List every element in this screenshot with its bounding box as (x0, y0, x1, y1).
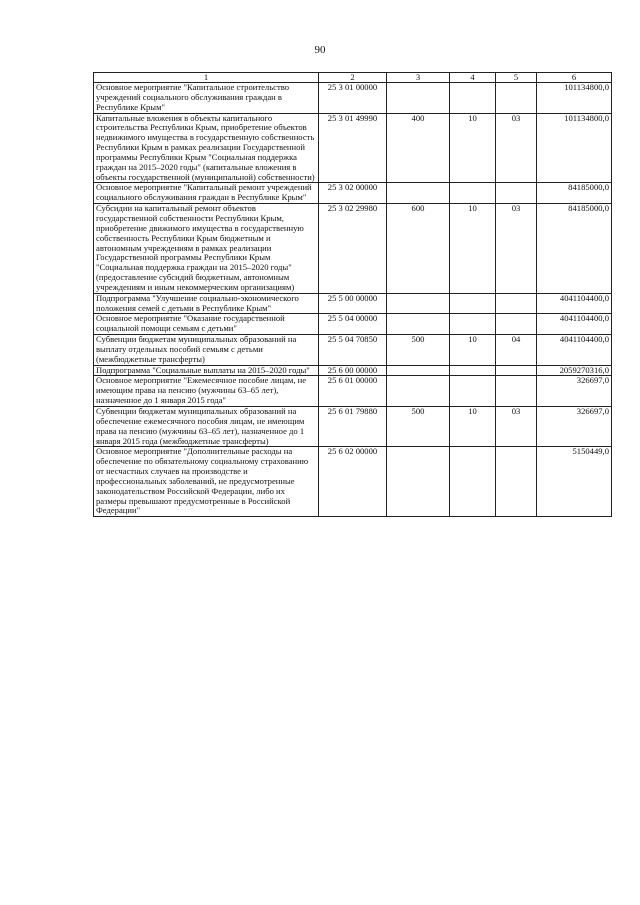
row-col4 (450, 365, 496, 376)
row-col4 (450, 376, 496, 407)
column-header-1: 1 (94, 73, 319, 83)
row-amount: 84185000,0 (537, 183, 612, 204)
row-name: Основное мероприятие "Ежемесячное пособие лицам, не имеющим права на пенсию (мужчины 63–65 лет), назначенное до 1 января 2015 года" (94, 376, 319, 407)
table-row (94, 113, 612, 183)
row-amount: 326697,0 (537, 376, 612, 407)
row-col3: 400 (387, 113, 450, 183)
column-header-5: 5 (496, 73, 537, 83)
row-name: Подпрограмма "Улучшение социально-экономического положения семей с детьми в Республике Крым" (94, 293, 319, 314)
row-name: Основное мероприятие "Дополнительные расходы на обеспечение по обязательному социальному страхованию от несчастных случаев на производстве и профессиональных заболеваний, не предусмотренные законодательством Российской Федерации, либо их размеры превышают предусмотренные в Российской Федерации" (94, 447, 319, 517)
table-row (94, 183, 612, 204)
row-amount: 326697,0 (537, 407, 612, 447)
row-col3 (387, 83, 450, 114)
row-amount: 4041104400,0 (537, 293, 612, 314)
row-name: Основное мероприятие "Оказание государственной социальной помощи семьям с детьми" (94, 314, 319, 335)
row-amount: 2059270316,0 (537, 365, 612, 376)
row-col3 (387, 293, 450, 314)
row-col5: 04 (496, 335, 537, 366)
row-code: 25 5 04 00000 (319, 314, 387, 335)
row-code: 25 3 02 29980 (319, 204, 387, 294)
row-col5: 03 (496, 204, 537, 294)
row-amount: 101134800,0 (537, 83, 612, 114)
row-name: Основное мероприятие "Капитальный ремонт учреждений социального обслуживания граждан в Республике Крым" (94, 183, 319, 204)
row-col4 (450, 447, 496, 517)
row-col5 (496, 314, 537, 335)
row-col3: 600 (387, 204, 450, 294)
table-row (94, 293, 612, 314)
row-name: Субвенции бюджетам муниципальных образований на выплату отдельных пособий семьям с детьми (межбюджетные трансферты) (94, 335, 319, 366)
row-col5: 03 (496, 407, 537, 447)
row-col4: 10 (450, 407, 496, 447)
row-code: 25 5 04 70850 (319, 335, 387, 366)
row-code: 25 6 01 00000 (319, 376, 387, 407)
table-row (94, 204, 612, 294)
row-name: Основное мероприятие "Капитальное строительство учреждений социального обслуживания граждан в Республике Крым" (94, 83, 319, 114)
row-col5 (496, 447, 537, 517)
table-row (94, 335, 612, 366)
row-col3 (387, 365, 450, 376)
row-amount: 101134800,0 (537, 113, 612, 183)
row-col4: 10 (450, 204, 496, 294)
table-row (94, 447, 612, 517)
row-col3 (387, 376, 450, 407)
row-name: Капитальные вложения в объекты капитального строительства Республики Крым, приобретение объектов недвижимого имущества в государственную собственность Республики Крым в рамках реализации Государственной программы Республики Крым "Социальная поддержка граждан на 2015–2020 годы" (капитальные вложения в объекты государственной (муниципальной) собственности) (94, 113, 319, 183)
column-header-3: 3 (387, 73, 450, 83)
row-code: 25 5 00 00000 (319, 293, 387, 314)
row-code: 25 3 01 49990 (319, 113, 387, 183)
row-col4: 10 (450, 335, 496, 366)
column-header-2: 2 (319, 73, 387, 83)
row-col5: 03 (496, 113, 537, 183)
row-col4 (450, 83, 496, 114)
row-name: Подпрограмма "Социальные выплаты на 2015–2020 годы" (94, 365, 319, 376)
table-row (94, 83, 612, 114)
column-header-6: 6 (537, 73, 612, 83)
row-code: 25 6 01 79880 (319, 407, 387, 447)
table-header-row (94, 73, 612, 83)
table-row (94, 376, 612, 407)
row-name: Субвенции бюджетам муниципальных образований на обеспечение ежемесячного пособия лицам, не имеющим права на пенсию (мужчины 63–65 лет), назначенное до 1 января 2015 года (межбюджетные трансферты) (94, 407, 319, 447)
row-amount: 4041104400,0 (537, 314, 612, 335)
row-amount: 5150449,0 (537, 447, 612, 517)
row-col5 (496, 83, 537, 114)
table-row (94, 314, 612, 335)
row-col4: 10 (450, 113, 496, 183)
row-col4 (450, 183, 496, 204)
row-col3: 500 (387, 407, 450, 447)
row-code: 25 3 01 00000 (319, 83, 387, 114)
row-code: 25 6 02 00000 (319, 447, 387, 517)
page-number: 90 (314, 44, 326, 56)
budget-table (93, 72, 612, 517)
row-col3 (387, 447, 450, 517)
row-col3 (387, 314, 450, 335)
row-col5 (496, 293, 537, 314)
table-row (94, 407, 612, 447)
row-col5 (496, 183, 537, 204)
row-col4 (450, 293, 496, 314)
row-code: 25 3 02 00000 (319, 183, 387, 204)
row-col5 (496, 376, 537, 407)
row-amount: 4041104400,0 (537, 335, 612, 366)
table-row (94, 365, 612, 376)
row-col4 (450, 314, 496, 335)
column-header-4: 4 (450, 73, 496, 83)
row-col5 (496, 365, 537, 376)
row-name: Субсидии на капитальный ремонт объектов государственной собственности Республики Крым, приобретение движимого имущества в государственную собственность Республики Крым бюджетным и автономным учреждениям в рамках реализации Государственной программы Республики Крым "Социальная поддержка граждан на 2015–2020 годы" (предоставление субсидий бюджетным, автономным учреждениям и иным некоммерческим организациям) (94, 204, 319, 294)
row-col3 (387, 183, 450, 204)
row-col3: 500 (387, 335, 450, 366)
row-code: 25 6 00 00000 (319, 365, 387, 376)
row-amount: 84185000,0 (537, 204, 612, 294)
